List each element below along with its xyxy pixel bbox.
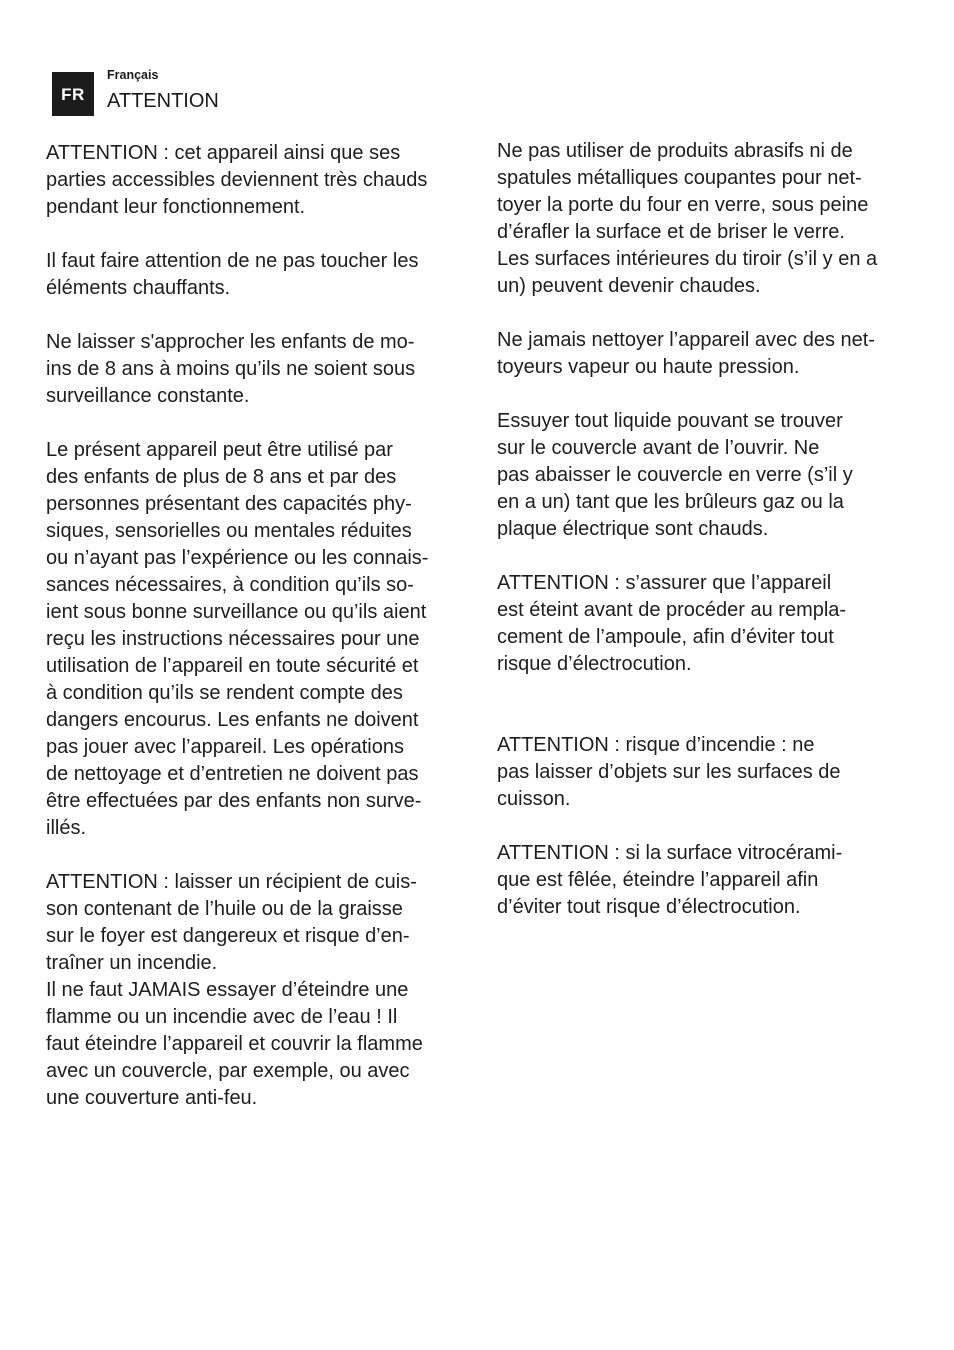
paragraph-hot-parts: ATTENTION : cet appareil ainsi que ses parties accessibles deviennent très chauds pendant leur fonctionnement.	[46, 142, 428, 218]
paragraph-oil-fire: ATTENTION : laisser un récipient de cuis- son contenant de l’huile ou de la graisse sur le foyer est dangereux et risque d’en- traîner un incendie. Il ne faut JAMAIS essayer d’éteindre une flamme ou un incendie avec de l’eau ! Il faut éteindre l’appareil et couvrir la flamme avec un couvercle, par exemple, ou avec une couverture anti-feu.	[46, 871, 423, 1109]
language-badge: FR	[52, 72, 94, 116]
paragraph-abrasives: Ne pas utiliser de produits abrasifs ni de spatules métalliques coupantes pour net- toyer la porte du four en verre, sous peine d’érafler la surface et de briser le verre. Les surfaces intérieures du tiroir (s’il y en a un) peuvent devenir chaudes.	[497, 140, 878, 297]
paragraph-children-over-8: Le présent appareil peut être utilisé par des enfants de plus de 8 ans et par des personnes présentant des capacités phy- siques, sensorielles ou mentales réduites ou n’ayant pas l’expérience ou les connais- sances nécessaires, à condition qu’ils so- ient sous bonne surveillance ou qu’ils aient reçu les instructions nécessaires pour une utilisation de l’appareil en toute sécurité et à condition qu’ils se rendent compte des dangers encourus. Les enfants ne doivent pas jouer avec l’appareil. Les opérations de nettoyage et d’entretien ne doivent pas être effectuées par des enfants non surve- illés.	[46, 439, 429, 839]
paragraph-lid: Essuyer tout liquide pouvant se trouver sur le couvercle avant de l’ouvrir. Ne pas abaisser le couvercle en verre (s’il y en a un) tant que les brûleurs gaz ou la plaque électrique sont chauds.	[497, 410, 853, 540]
left-column	[46, 140, 486, 1112]
section-title: ATTENTION	[107, 90, 219, 112]
right-column	[497, 138, 932, 921]
paragraph-heating-elements: Il faut faire attention de ne pas toucher les éléments chauffants.	[46, 250, 419, 299]
paragraph-glass-ceramic: ATTENTION : si la surface vitrocérami- que est fêlée, éteindre l’appareil afin d’éviter tout risque d’électrocution.	[497, 842, 843, 918]
paragraph-steam-cleaner: Ne jamais nettoyer l’appareil avec des net- toyeurs vapeur ou haute pression.	[497, 329, 875, 378]
paragraph-bulb-replacement: ATTENTION : s’assurer que l’appareil est éteint avant de procéder au rempla- cement de l’ampoule, afin d’éviter tout risque d’électrocution.	[497, 572, 847, 675]
paragraph-children-under-8: Ne laisser s'approcher les enfants de mo- ins de 8 ans à moins qu’ils ne soient sous surveillance constante.	[46, 331, 416, 407]
paragraph-fire-risk: ATTENTION : risque d’incendie : ne pas laisser d’objets sur les surfaces de cuisson.	[497, 734, 841, 810]
language-name: Français	[107, 68, 159, 82]
